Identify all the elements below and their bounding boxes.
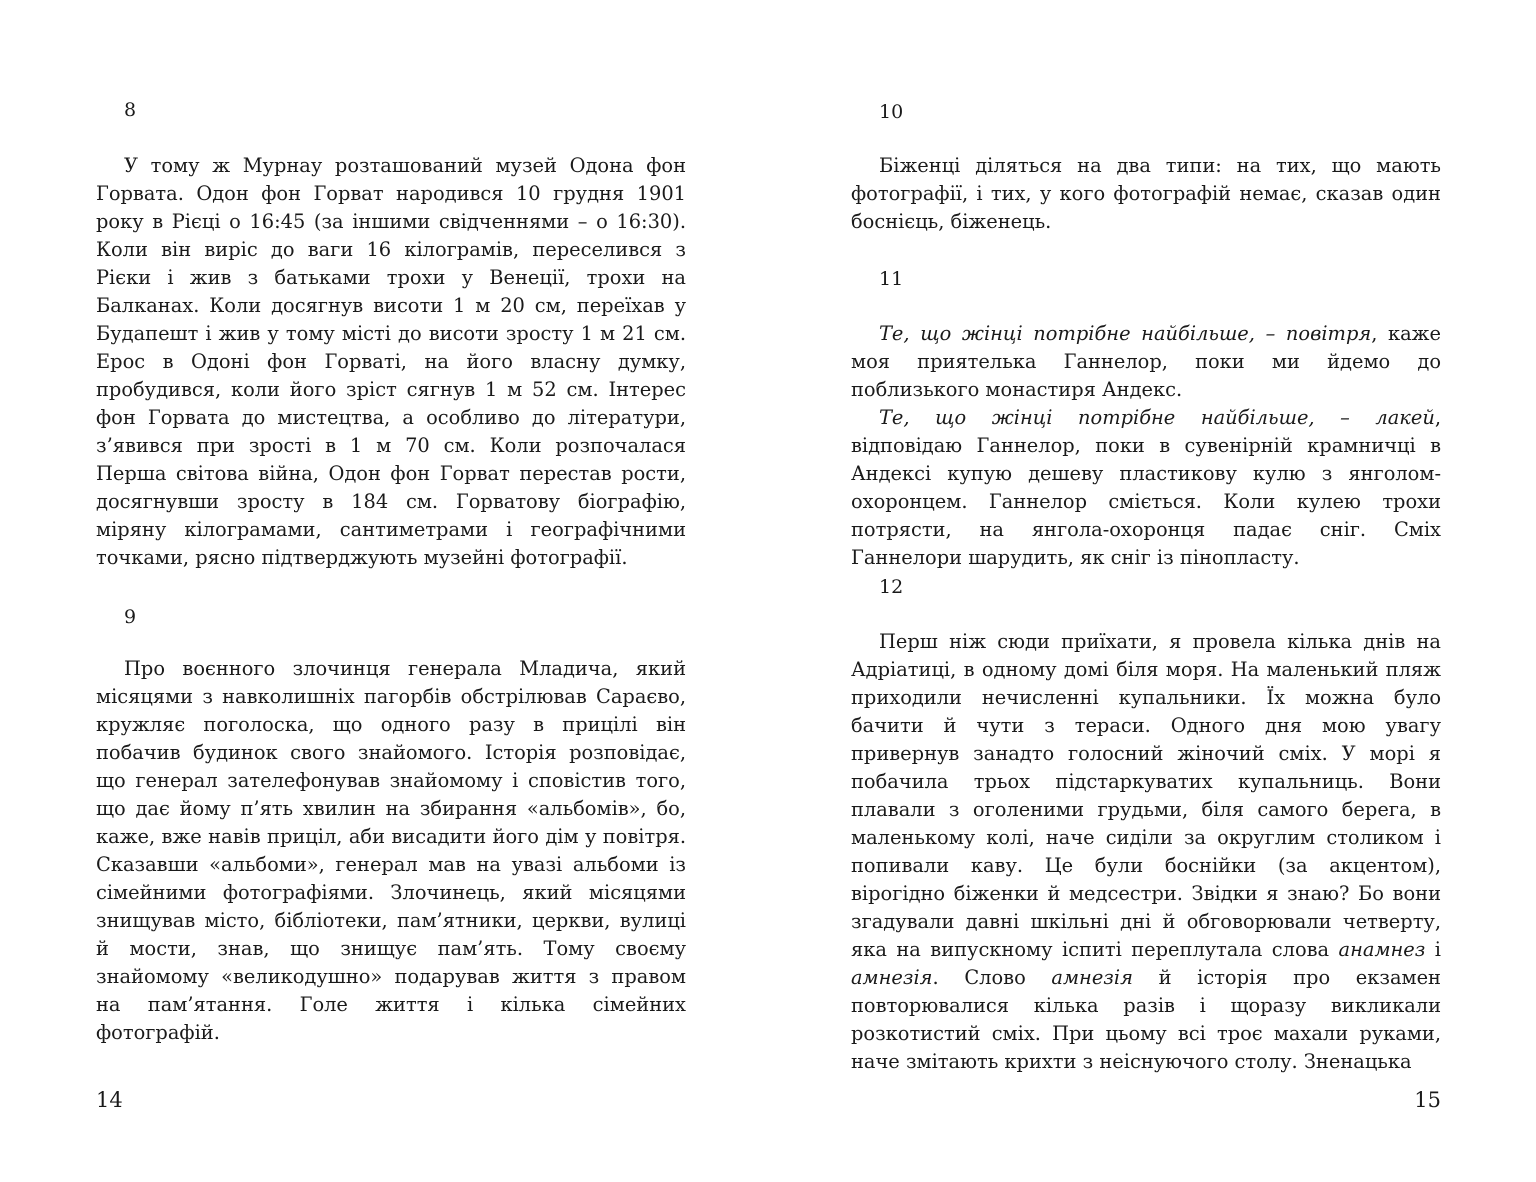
paragraph-text: , відповідаю Ганнелор, поки в сувенірній крамничці в Андексі купую дешеву пластикову кулю з янголом-охоронцем. Ганнелор сміється. Коли кулею трохи потрясти, на янгола-охоронця падає сніг. Сміх Ганнелори шарудить, як сніг із пінопласту. [851,406,1441,569]
italic-word: анамнез [1338,938,1426,961]
section-number-11: 11 [879,268,904,290]
section-number-8: 8 [124,99,137,121]
paragraph-text: й історія про екзамен повторювалися кілька разів і щоразу викликали розкотистий сміх. При цьому всі троє махали руками, наче змітають крихти з неіснуючого столу. Зненацька [851,966,1441,1073]
italic-word: амнезія [851,966,933,989]
right-page-number: 15 [1414,1088,1441,1112]
section-11-text [851,320,1441,572]
section-8-text [96,152,686,572]
paragraph-text: і [1425,938,1441,961]
section-9-paragraph: Про воєнного злочинця генерала Младича, який місяцями з навколишніх пагорбів обстрілював Сараєво, кружляє поголоска, що одного разу в прицілі він побачив будинок свого знайомого. Історія розповідає, що генерал зателефонував знайомому і сповістив того, що дає йому п’ять хвилин на збирання «альбомів», бо, каже, вже навів приціл, аби висадити його дім у повітря. Сказавши «альбоми», генерал мав на увазі альбоми із сімейними фотографіями. Злочинець, який місяцями знищував місто, бібліотеки, пам’ятники, церкви, вулиці й мости, знав, що знищує пам’ять. Тому своєму знайомому «великодушно» подарував життя з правом на пам’ятання. Голе життя і кілька сімейних фотографій. [96,657,686,1044]
section-11-paragraph-2 [851,404,1441,572]
section-8-paragraph: У тому ж Мурнау розташований музей Одона фон Горвата. Одон фон Горват народився 10 грудня 1901 року в Рієці о 16:45 (за іншими свідченнями – о 16:30). Коли він виріс до ваги 16 кілограмів, переселився з Рієки і жив з батьками трохи у Венеції, трохи на Балканах. Коли досягнув висоти 1 м 20 см, переїхав у Будапешт і жив у тому місті до висоти зросту 1 м 21 см. Ерос в Одоні фон Горваті, на його власну думку, пробудився, коли його зріст сягнув 1 м 52 см. Інтерес фон Горвата до мистецтва, а особливо до літератури, з’явився при зрості в 1 м 70 см. Коли розпочалася Перша світова війна, Одон фон Горват перестав рости, досягнувши зросту в 184 см. Горватову біографію, міряну кілограмами, сантиметрами і географічними точками, рясно підтверджують музейні фотографії. [96,154,686,569]
section-number-9: 9 [124,606,137,628]
italic-phrase: Те, що жінці потрібне найбільше, – лакей [879,406,1435,429]
section-9-text [96,655,686,1047]
section-10-text [851,152,1441,236]
section-number-10: 10 [879,101,904,123]
paragraph-text: , каже моя приятелька Ганнелор, поки ми йдемо до поблизького монастиря Андекс. [851,322,1441,401]
left-page-number: 14 [96,1088,123,1112]
italic-phrase: Те, що жінці потрібне найбільше, – повітря [879,322,1372,345]
section-12-text [851,628,1441,1076]
paragraph-text: . Слово [932,966,1052,989]
section-11-paragraph-1 [851,320,1441,404]
italic-word: амнезія [1051,966,1133,989]
section-10-paragraph: Біженці діляться на два типи: на тих, що мають фотографії, і тих, у кого фотографій немає, сказав один боснієць, біженець. [851,154,1441,233]
paragraph-text: Перш ніж сюди приїхати, я провела кілька днів на Адріатиці, в одному домі біля моря. На маленький пляж приходили нечисленні купальники. Їх можна було бачити й чути з тераси. Одного дня мою увагу привернув занадто голосний жіночий сміх. У морі я побачила трьох підстаркуватих купальниць. Вони плавали з оголеними грудьми, біля самого берега, в маленькому колі, наче сиділи за округлим столиком і попивали каву. Це були боснійки (за акцентом), вірогідно біженки й медсестри. Звідки я знаю? Бо вони згадували давні шкільні дні й обговорювали четверту, яка на випускному іспиті переплутала слова [851,630,1441,961]
section-12-paragraph [851,628,1441,1076]
section-number-12: 12 [879,576,904,598]
